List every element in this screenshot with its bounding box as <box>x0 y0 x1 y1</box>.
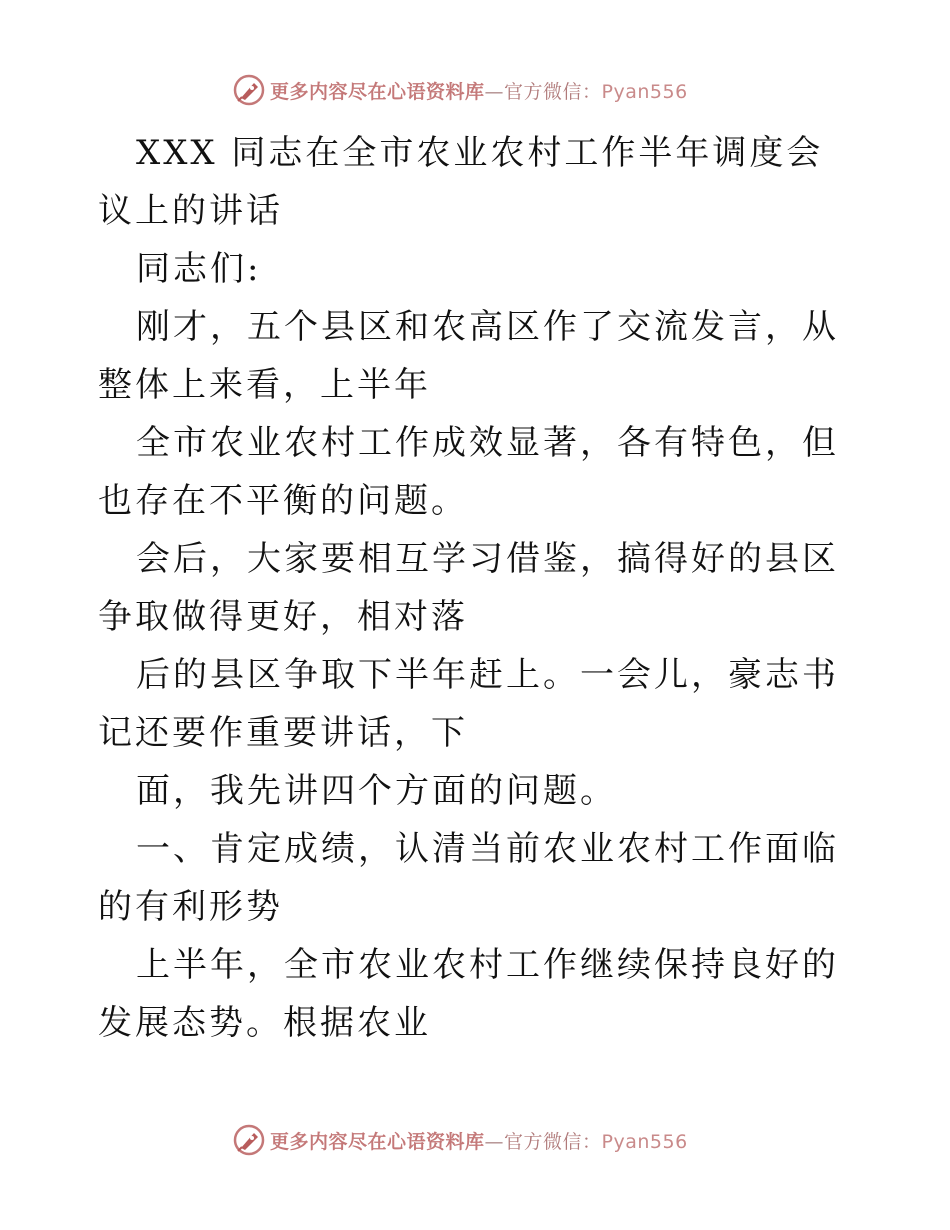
section-heading: 一、肯定成绩，认清当前农业农村工作面临的有利形势 <box>98 829 839 927</box>
paragraph: 刚才，五个县区和农高区作了交流发言，从整体上来看，上半年 <box>98 307 839 405</box>
document-body <box>98 124 854 1052</box>
watermark-label: 官方微信： <box>504 1130 602 1153</box>
pen-nib-circle-icon <box>232 1123 266 1157</box>
paragraph: 全市农业农村工作成效显著，各有特色，但也存在不平衡的问题。 <box>98 423 839 521</box>
watermark-text <box>270 77 688 104</box>
watermark-text <box>270 1127 688 1154</box>
watermark-main: 更多内容尽在心语资料库 <box>270 80 485 103</box>
pen-nib-circle-icon <box>232 73 266 107</box>
footer-watermark <box>232 1122 752 1158</box>
header-watermark <box>232 72 752 108</box>
document-title: XXX 同志在全市农业农村工作半年调度会议上的讲话 <box>98 133 824 231</box>
paragraph: 上半年，全市农业农村工作继续保持良好的发展态势。根据农业 <box>98 945 839 1043</box>
paragraph: 会后，大家要相互学习借鉴，搞得好的县区争取做得更好，相对落 <box>98 539 839 637</box>
paragraph: 面，我先讲四个方面的问题。 <box>136 771 617 811</box>
paragraph: 后的县区争取下半年赶上。一会儿，豪志书记还要作重要讲话，下 <box>98 655 839 753</box>
watermark-separator: — <box>484 1130 505 1153</box>
watermark-separator: — <box>484 80 505 103</box>
watermark-label: 官方微信： <box>504 80 602 103</box>
watermark-id: Pyan556 <box>601 80 688 103</box>
salutation: 同志们: <box>136 249 262 289</box>
watermark-id: Pyan556 <box>601 1130 688 1153</box>
watermark-main: 更多内容尽在心语资料库 <box>270 1130 485 1153</box>
